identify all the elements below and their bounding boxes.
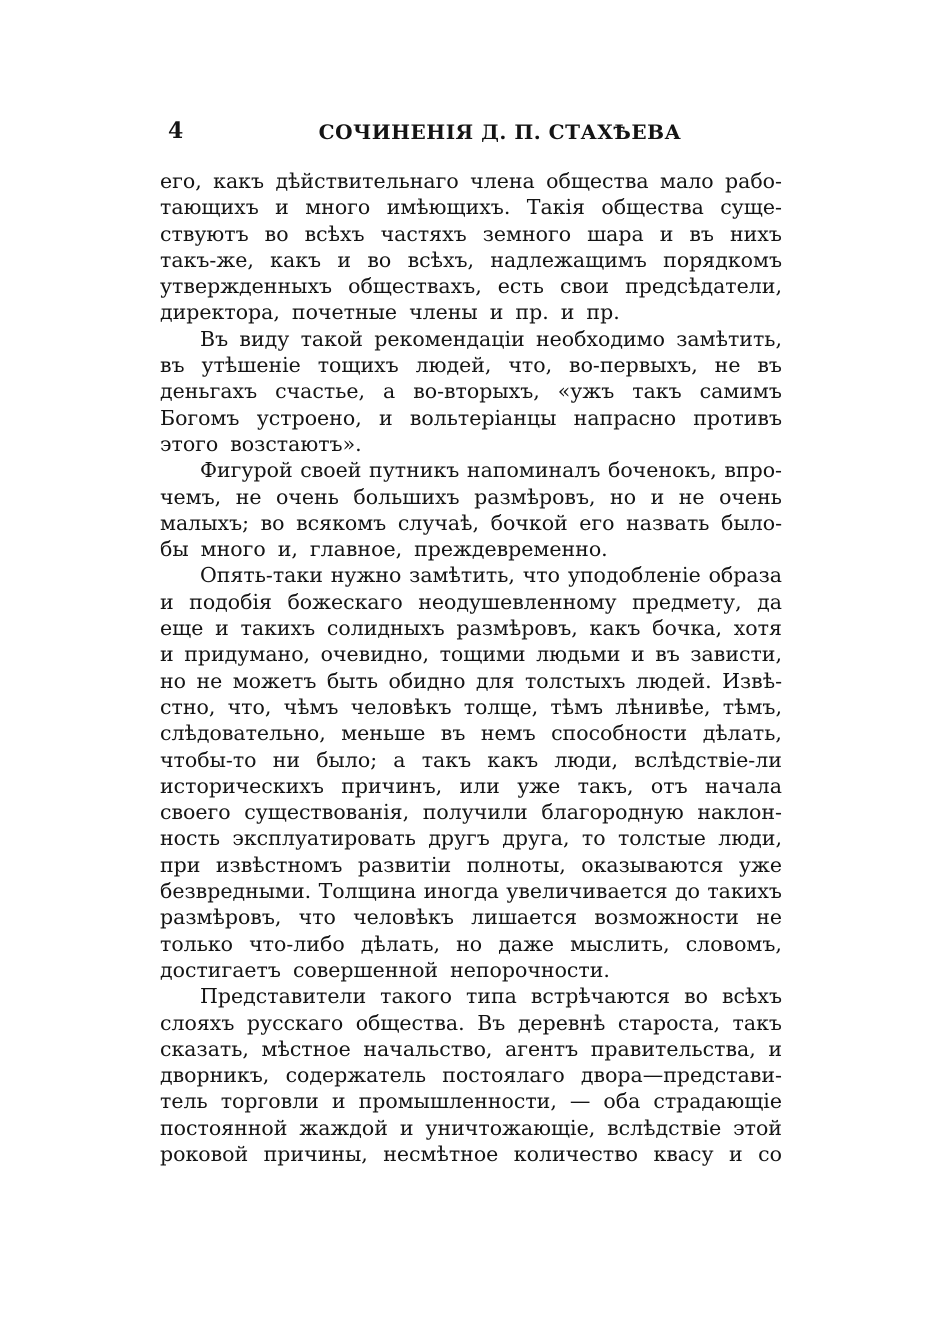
word: обществахъ, bbox=[348, 274, 482, 299]
word: хотя bbox=[733, 616, 782, 641]
word: тощими bbox=[439, 642, 526, 667]
text-line bbox=[160, 352, 782, 378]
word: чтобы-то bbox=[160, 747, 257, 772]
word: назвать bbox=[626, 510, 710, 535]
word: тѣмъ bbox=[550, 694, 604, 719]
word: было; bbox=[316, 747, 378, 772]
word: жаждой bbox=[299, 1115, 388, 1140]
word: предсѣдатели, bbox=[625, 274, 782, 299]
word: малыхъ; bbox=[160, 510, 250, 535]
word: шара bbox=[587, 221, 644, 246]
word: есть bbox=[497, 274, 544, 299]
word: для bbox=[475, 668, 515, 693]
word: вольтеріанцы bbox=[409, 405, 557, 430]
word: напрасно bbox=[573, 405, 677, 430]
word: не bbox=[756, 905, 782, 930]
word: страдающіе bbox=[653, 1089, 782, 1114]
word: въ bbox=[689, 221, 714, 246]
text-line bbox=[160, 931, 782, 957]
word: земного bbox=[482, 221, 572, 246]
word: дѣлать, bbox=[702, 721, 782, 746]
word: стно, bbox=[160, 694, 216, 719]
word: такого bbox=[380, 984, 452, 1009]
word: обидно bbox=[388, 668, 466, 693]
word: что bbox=[298, 905, 336, 930]
text-line bbox=[160, 1088, 782, 1114]
word: утвержденныхъ bbox=[160, 274, 333, 299]
word: чѣмъ bbox=[283, 694, 339, 719]
word: но bbox=[160, 668, 187, 693]
word: очень bbox=[276, 484, 339, 509]
word: суще- bbox=[720, 195, 782, 220]
word: солидныхъ bbox=[326, 616, 445, 641]
text-line bbox=[160, 247, 782, 273]
text-line bbox=[160, 536, 782, 562]
word: достигаетъ bbox=[160, 957, 281, 982]
word: главное, bbox=[309, 537, 403, 562]
word: постоялаго bbox=[442, 1063, 565, 1088]
word: сказать, bbox=[160, 1036, 249, 1061]
word: бочка, bbox=[652, 616, 722, 641]
word: Представители bbox=[200, 984, 367, 1009]
word: людей, bbox=[415, 353, 492, 378]
word: агентъ bbox=[505, 1036, 579, 1061]
word: размѣровъ, bbox=[456, 616, 578, 641]
word: и bbox=[399, 1115, 414, 1140]
word: тель bbox=[160, 1089, 208, 1114]
text-line bbox=[160, 852, 782, 878]
word: оказываются bbox=[581, 852, 724, 877]
word: дѣлать, bbox=[360, 931, 441, 956]
word: увеличивается bbox=[506, 879, 668, 904]
word: людьми bbox=[536, 642, 621, 667]
text-line bbox=[160, 694, 782, 720]
word: причинъ, bbox=[341, 773, 443, 798]
word: а bbox=[393, 747, 406, 772]
word: и bbox=[160, 642, 174, 667]
word: имѣющихъ. bbox=[386, 195, 511, 220]
word: общества. bbox=[355, 1010, 465, 1035]
word: существованія, bbox=[244, 800, 410, 825]
word: во-вторыхъ, bbox=[413, 379, 540, 404]
word: его, bbox=[160, 169, 202, 193]
word: возможности bbox=[594, 905, 739, 930]
word: и bbox=[275, 195, 289, 220]
word: мыслить, bbox=[570, 931, 670, 956]
text-line bbox=[160, 904, 782, 930]
word: Такія bbox=[526, 195, 585, 220]
word: своей bbox=[300, 458, 362, 483]
word: уничтожающіе, bbox=[425, 1115, 596, 1140]
word: всѣхъ bbox=[304, 221, 365, 246]
word: чемъ, bbox=[160, 484, 222, 509]
word: но bbox=[610, 484, 637, 509]
word: и bbox=[768, 1036, 782, 1061]
word: наклон- bbox=[697, 800, 782, 825]
text-line bbox=[160, 378, 782, 404]
word: способности bbox=[551, 721, 688, 746]
word: деньгахъ bbox=[160, 379, 258, 404]
word: и bbox=[331, 1089, 346, 1114]
word: Извѣ- bbox=[722, 668, 782, 693]
word: постоянной bbox=[160, 1115, 288, 1140]
word: какъ bbox=[213, 169, 265, 193]
word: и bbox=[650, 484, 665, 509]
word: то bbox=[581, 826, 606, 851]
word: быть bbox=[326, 668, 379, 693]
word: свои bbox=[559, 274, 609, 299]
word: рекомендаціи bbox=[374, 326, 525, 351]
word: иногда bbox=[423, 879, 499, 904]
running-head bbox=[160, 116, 780, 150]
word: въ bbox=[655, 642, 680, 667]
word: такой bbox=[300, 326, 363, 351]
word: со bbox=[758, 1141, 782, 1166]
word: количество bbox=[513, 1141, 638, 1166]
word: непорочности. bbox=[450, 957, 610, 982]
text-line bbox=[160, 589, 782, 615]
word: надлежащимъ bbox=[490, 247, 647, 272]
word: общества bbox=[546, 169, 649, 193]
word: вслѣдствіе bbox=[607, 1115, 722, 1140]
word: дѣйствительнаго bbox=[275, 169, 459, 193]
word: какъ bbox=[270, 247, 322, 272]
word: меньше bbox=[341, 721, 426, 746]
text-line bbox=[160, 747, 782, 773]
word: во bbox=[684, 984, 708, 1009]
word: его bbox=[579, 510, 615, 535]
word: полноты, bbox=[466, 852, 566, 877]
word: еще bbox=[160, 616, 204, 641]
text-line bbox=[160, 799, 782, 825]
text-line bbox=[160, 405, 782, 431]
word: уподобленіе bbox=[567, 563, 701, 588]
word: такихъ bbox=[240, 616, 316, 641]
word: необходимо bbox=[535, 326, 665, 351]
body-text bbox=[160, 168, 782, 1167]
text-line bbox=[160, 615, 782, 641]
text-line bbox=[160, 168, 782, 194]
word: образа bbox=[708, 563, 782, 588]
word: и bbox=[215, 616, 229, 641]
page-number: 4 bbox=[168, 118, 184, 144]
word: большихъ bbox=[353, 484, 460, 509]
word: Опять-таки bbox=[200, 563, 323, 588]
text-line bbox=[160, 825, 782, 851]
word: правительства, bbox=[590, 1036, 756, 1061]
word: до bbox=[674, 879, 700, 904]
word: во bbox=[264, 221, 289, 246]
word: въ bbox=[160, 353, 185, 378]
word: очевидно, bbox=[320, 642, 430, 667]
word: роковой bbox=[160, 1141, 249, 1166]
word: пр. bbox=[586, 300, 620, 325]
word: безвредными. bbox=[160, 879, 312, 904]
word: людей. bbox=[635, 668, 712, 693]
text-line bbox=[160, 720, 782, 746]
word: развитіи bbox=[357, 852, 452, 877]
word: такъ-же, bbox=[160, 247, 254, 272]
word: лѣнивѣе, bbox=[615, 694, 711, 719]
word: толстые bbox=[617, 826, 706, 851]
word: содержатель bbox=[285, 1063, 426, 1088]
word: тощихъ bbox=[317, 353, 399, 378]
word: но bbox=[456, 931, 483, 956]
word: оба bbox=[603, 1089, 641, 1114]
word: размѣровъ, bbox=[160, 905, 282, 930]
word: промышленности, bbox=[358, 1089, 557, 1114]
word: случаѣ, bbox=[397, 510, 480, 535]
text-line bbox=[160, 484, 782, 510]
text-line bbox=[160, 773, 782, 799]
word: можетъ bbox=[232, 668, 317, 693]
word: квасу bbox=[653, 1141, 714, 1166]
word: толстыхъ bbox=[524, 668, 626, 693]
word: что bbox=[522, 563, 560, 588]
word: даже bbox=[498, 931, 555, 956]
word: причины, bbox=[263, 1141, 368, 1166]
word: утѣшеніе bbox=[201, 353, 301, 378]
text-line bbox=[160, 457, 782, 483]
word: Въ bbox=[477, 1010, 506, 1035]
word: типа bbox=[465, 984, 517, 1009]
text-line bbox=[160, 878, 782, 904]
word: Богомъ bbox=[160, 405, 240, 430]
word: благородную bbox=[541, 800, 684, 825]
word: возстаютъ». bbox=[230, 431, 362, 456]
text-line bbox=[160, 1115, 782, 1141]
word: преждевременно. bbox=[414, 537, 608, 562]
word: дворникъ, bbox=[160, 1063, 270, 1088]
word: придумано, bbox=[184, 642, 311, 667]
word: этого bbox=[160, 431, 219, 456]
text-line bbox=[160, 1010, 782, 1036]
word: и, bbox=[277, 537, 298, 562]
word: напоминалъ bbox=[466, 458, 601, 483]
word: какъ bbox=[487, 747, 539, 772]
word: эксплуатировать bbox=[232, 826, 416, 851]
text-line bbox=[160, 668, 782, 694]
word: Фигурой bbox=[200, 458, 293, 483]
word: общества bbox=[601, 195, 704, 220]
word: всѣхъ bbox=[722, 984, 782, 1009]
word: всѣхъ, bbox=[407, 247, 475, 272]
word: размѣровъ, bbox=[474, 484, 596, 509]
word: Въ bbox=[200, 326, 229, 351]
word: нихъ bbox=[729, 221, 782, 246]
word: и bbox=[729, 1141, 743, 1166]
word: такъ, bbox=[577, 773, 634, 798]
word: уже bbox=[738, 852, 782, 877]
word: при bbox=[160, 852, 201, 877]
word: отъ bbox=[650, 773, 688, 798]
word: тающихъ bbox=[160, 195, 259, 220]
word: мѣстное bbox=[261, 1036, 351, 1061]
word: человѣкъ bbox=[350, 694, 452, 719]
word: боченокъ, bbox=[608, 458, 717, 483]
word: виду bbox=[239, 326, 290, 351]
word: а bbox=[382, 379, 396, 404]
text-line bbox=[160, 1141, 782, 1167]
word: члены bbox=[409, 300, 478, 325]
word: деревнѣ bbox=[517, 1010, 606, 1035]
word: и bbox=[489, 300, 504, 325]
word: вслѣдствіе-ли bbox=[634, 747, 782, 772]
word: и bbox=[337, 247, 352, 272]
word: или bbox=[459, 773, 500, 798]
word: и bbox=[560, 300, 575, 325]
word: такъ bbox=[632, 379, 682, 404]
word: противъ bbox=[693, 405, 782, 430]
word: лишается bbox=[471, 905, 578, 930]
word: ность bbox=[160, 826, 220, 851]
word: всякомъ bbox=[296, 510, 387, 535]
word: счастье, bbox=[275, 379, 366, 404]
word: и bbox=[160, 589, 174, 614]
text-line bbox=[160, 1062, 782, 1088]
word: во bbox=[260, 510, 285, 535]
word: этой bbox=[733, 1115, 782, 1140]
text-line bbox=[160, 1036, 782, 1062]
word: уже bbox=[517, 773, 561, 798]
word: другъ bbox=[428, 826, 490, 851]
word: пр. bbox=[515, 300, 549, 325]
word: ни bbox=[272, 747, 301, 772]
word: что-либо bbox=[249, 931, 345, 956]
word: не bbox=[196, 668, 223, 693]
word: путникъ bbox=[369, 458, 460, 483]
word: самимъ bbox=[699, 379, 782, 404]
word: что, bbox=[508, 353, 553, 378]
word: люди, bbox=[718, 826, 782, 851]
word: зависти, bbox=[690, 642, 782, 667]
word: люди, bbox=[554, 747, 619, 772]
text-line bbox=[160, 299, 782, 325]
word: начальство, bbox=[363, 1036, 493, 1061]
word: мало bbox=[660, 169, 714, 193]
word: двора—представи- bbox=[580, 1063, 782, 1088]
word: устроено, bbox=[256, 405, 362, 430]
word: немъ bbox=[480, 721, 536, 746]
word: директора, bbox=[160, 300, 280, 325]
word: своего bbox=[160, 800, 231, 825]
word: неодушевленному bbox=[418, 589, 617, 614]
word: человѣкъ bbox=[353, 905, 454, 930]
text-line bbox=[160, 273, 782, 299]
word: и bbox=[630, 642, 645, 667]
word: такихъ bbox=[707, 879, 782, 904]
word: ствуютъ bbox=[160, 221, 249, 246]
word: словомъ, bbox=[685, 931, 782, 956]
word: толще, bbox=[463, 694, 539, 719]
word: очень bbox=[719, 484, 782, 509]
word: такъ bbox=[421, 747, 472, 772]
word: почетные bbox=[291, 300, 398, 325]
word: въ bbox=[440, 721, 466, 746]
word: впро- bbox=[724, 458, 782, 483]
word: рабо- bbox=[724, 169, 782, 193]
text-line bbox=[160, 431, 782, 457]
word: Толщина bbox=[318, 879, 417, 904]
word: историческихъ bbox=[160, 773, 324, 798]
word: совершенной bbox=[292, 957, 439, 982]
word: какъ bbox=[589, 616, 641, 641]
word: бочкой bbox=[490, 510, 568, 535]
word: во bbox=[367, 247, 392, 272]
text-line bbox=[160, 194, 782, 220]
word: и bbox=[378, 405, 393, 430]
word: что, bbox=[227, 694, 272, 719]
word: да bbox=[757, 589, 782, 614]
word: не bbox=[235, 484, 262, 509]
word: не bbox=[714, 353, 741, 378]
word: предмету, bbox=[632, 589, 742, 614]
word: «ужъ bbox=[557, 379, 615, 404]
word: бы bbox=[160, 537, 189, 562]
word: слѣдовательно, bbox=[160, 721, 326, 746]
word: извѣстномъ bbox=[215, 852, 343, 877]
text-line bbox=[160, 957, 782, 983]
word: тѣмъ, bbox=[722, 694, 782, 719]
word: слояхъ bbox=[160, 1010, 235, 1035]
word: получили bbox=[422, 800, 528, 825]
word: во-первыхъ, bbox=[569, 353, 698, 378]
text-line bbox=[160, 510, 782, 536]
text-line bbox=[160, 562, 782, 588]
word: встрѣчаются bbox=[530, 984, 671, 1009]
word: только bbox=[160, 931, 234, 956]
word: нужно bbox=[330, 563, 402, 588]
word: начала bbox=[705, 773, 782, 798]
word: — bbox=[569, 1089, 591, 1114]
word: члена bbox=[470, 169, 535, 193]
word: было- bbox=[721, 510, 782, 535]
text-line bbox=[160, 983, 782, 1009]
word: несмѣтное bbox=[383, 1141, 499, 1166]
word: и bbox=[659, 221, 674, 246]
word: не bbox=[678, 484, 705, 509]
word: торговли bbox=[220, 1089, 319, 1114]
word: подобія bbox=[189, 589, 272, 614]
word: порядкомъ bbox=[663, 247, 782, 272]
word: частяхъ bbox=[380, 221, 467, 246]
word: замѣтить, bbox=[409, 563, 515, 588]
text-line bbox=[160, 326, 782, 352]
word: въ bbox=[757, 353, 782, 378]
text-line bbox=[160, 641, 782, 667]
word: много bbox=[305, 195, 371, 220]
word: русскаго bbox=[246, 1010, 344, 1035]
word: такъ bbox=[732, 1010, 782, 1035]
word: староста, bbox=[617, 1010, 720, 1035]
text-line bbox=[160, 221, 782, 247]
word: замѣтить, bbox=[676, 326, 782, 351]
word: божескаго bbox=[287, 589, 403, 614]
running-title: СОЧИНЕНІЯ Д. П. СТАХѢЕВА bbox=[318, 120, 682, 144]
word: друга, bbox=[502, 826, 570, 851]
word: много bbox=[200, 537, 266, 562]
